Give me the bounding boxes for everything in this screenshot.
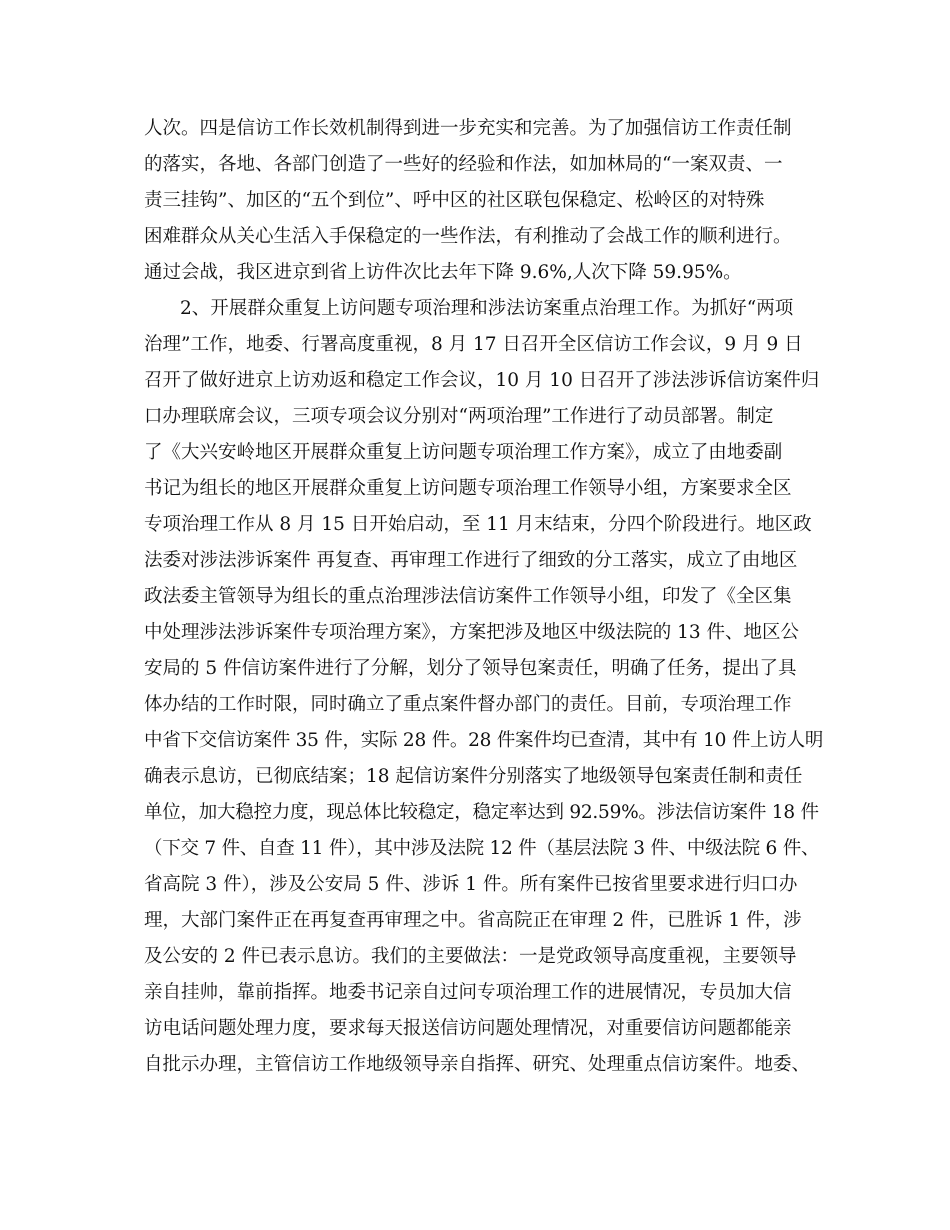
text-line: 人次。四是信访工作长效机制得到进一步充实和完善。为了加强信访工作责任制: [144, 118, 792, 139]
text-line: 理，大部门案件正在再复查再审理之中。省高院正在审理 2 件，已胜诉 1 件，涉: [144, 910, 802, 931]
text-line: 了《大兴安岭地区开展群众重复上访问题专项治理工作方案》，成立了由地委副: [144, 442, 783, 463]
text-line: 口办理联席会议，三项专项会议分别对“两项治理”工作进行了动员部署。制定: [144, 406, 774, 427]
text-line: 中处理涉法涉诉案件专项治理方案》，方案把涉及地区中级法院的 13 件、地区公: [144, 622, 800, 643]
text-line: 法委对涉法涉诉案件 再复查、再审理工作进行了细致的分工落实，成立了由地区: [144, 550, 798, 571]
text-line: 访电话问题处理力度，要求每天报送信访问题处理情况，对重要信访问题都能亲: [144, 1018, 792, 1039]
text-line: 书记为组长的地区开展群众重复上访问题专项治理工作领导小组，方案要求全区: [144, 478, 792, 499]
text-line: 通过会战，我区进京到省上访件次比去年下降 9.6%,人次下降 59.95%。: [144, 262, 742, 283]
text-line: 治理”工作，地委、行署高度重视，8 月 17 日召开全区信访工作会议，9 月 9 日: [144, 334, 803, 355]
text-line: 中省下交信访案件 35 件，实际 28 件。28 件案件均已查清，其中有 10 件上访人明: [144, 730, 824, 751]
text-line: 安局的 5 件信访案件进行了分解，划分了领导包案责任，明确了任务，提出了具: [144, 658, 797, 679]
text-line: 单位，加大稳控力度，现总体比较稳定，稳定率达到 92.59%。涉法信访案件 18 件: [144, 802, 819, 823]
paragraph-first-line: 2、开展群众重复上访问题专项治理和涉法访案重点治理工作。为抓好“两项: [180, 298, 794, 319]
text-line: 困难群众从关心生活入手保稳定的一些作法，有利推动了会战工作的顺利进行。: [144, 226, 792, 247]
text-line: 确表示息访，已彻底结案；18 起信访案件分别落实了地级领导包案责任制和责任: [144, 766, 803, 787]
text-line: 自批示办理，主管信访工作地级领导亲自指挥、研究、处理重点信访案件。地委、: [144, 1054, 811, 1075]
text-line: （下交 7 件、自查 11 件），其中涉及法院 12 件（基层法院 3 件、中级法院 6 件、: [144, 838, 820, 859]
text-line: 的落实，各地、各部门创造了一些好的经验和作法，如加林局的“一案双责、一: [144, 154, 783, 175]
text-line: 及公安的 2 件已表示息访。我们的主要做法：一是党政领导高度重视，主要领导: [144, 946, 797, 967]
text-line: 政法委主管领导为组长的重点治理涉法信访案件工作领导小组，印发了《全区集: [144, 586, 792, 607]
text-line: 亲自挂帅，靠前指挥。地委书记亲自过问专项治理工作的进展情况，专员加大信: [144, 982, 792, 1003]
text-line: 责三挂钩”、加区的“五个到位”、呼中区的社区联包保稳定、松岭区的对特殊: [144, 190, 765, 211]
text-line: 体办结的工作时限，同时确立了重点案件督办部门的责任。目前，专项治理工作: [144, 694, 792, 715]
text-line: 专项治理工作从 8 月 15 日开始启动，至 11 月末结束，分四个阶段进行。地区政: [144, 514, 812, 535]
text-line: 召开了做好进京上访劝返和稳定工作会议，10 月 10 日召开了涉法涉诉信访案件归: [144, 370, 820, 391]
text-line: 省高院 3 件），涉及公安局 5 件、涉诉 1 件。所有案件已按省里要求进行归口办: [144, 874, 798, 895]
